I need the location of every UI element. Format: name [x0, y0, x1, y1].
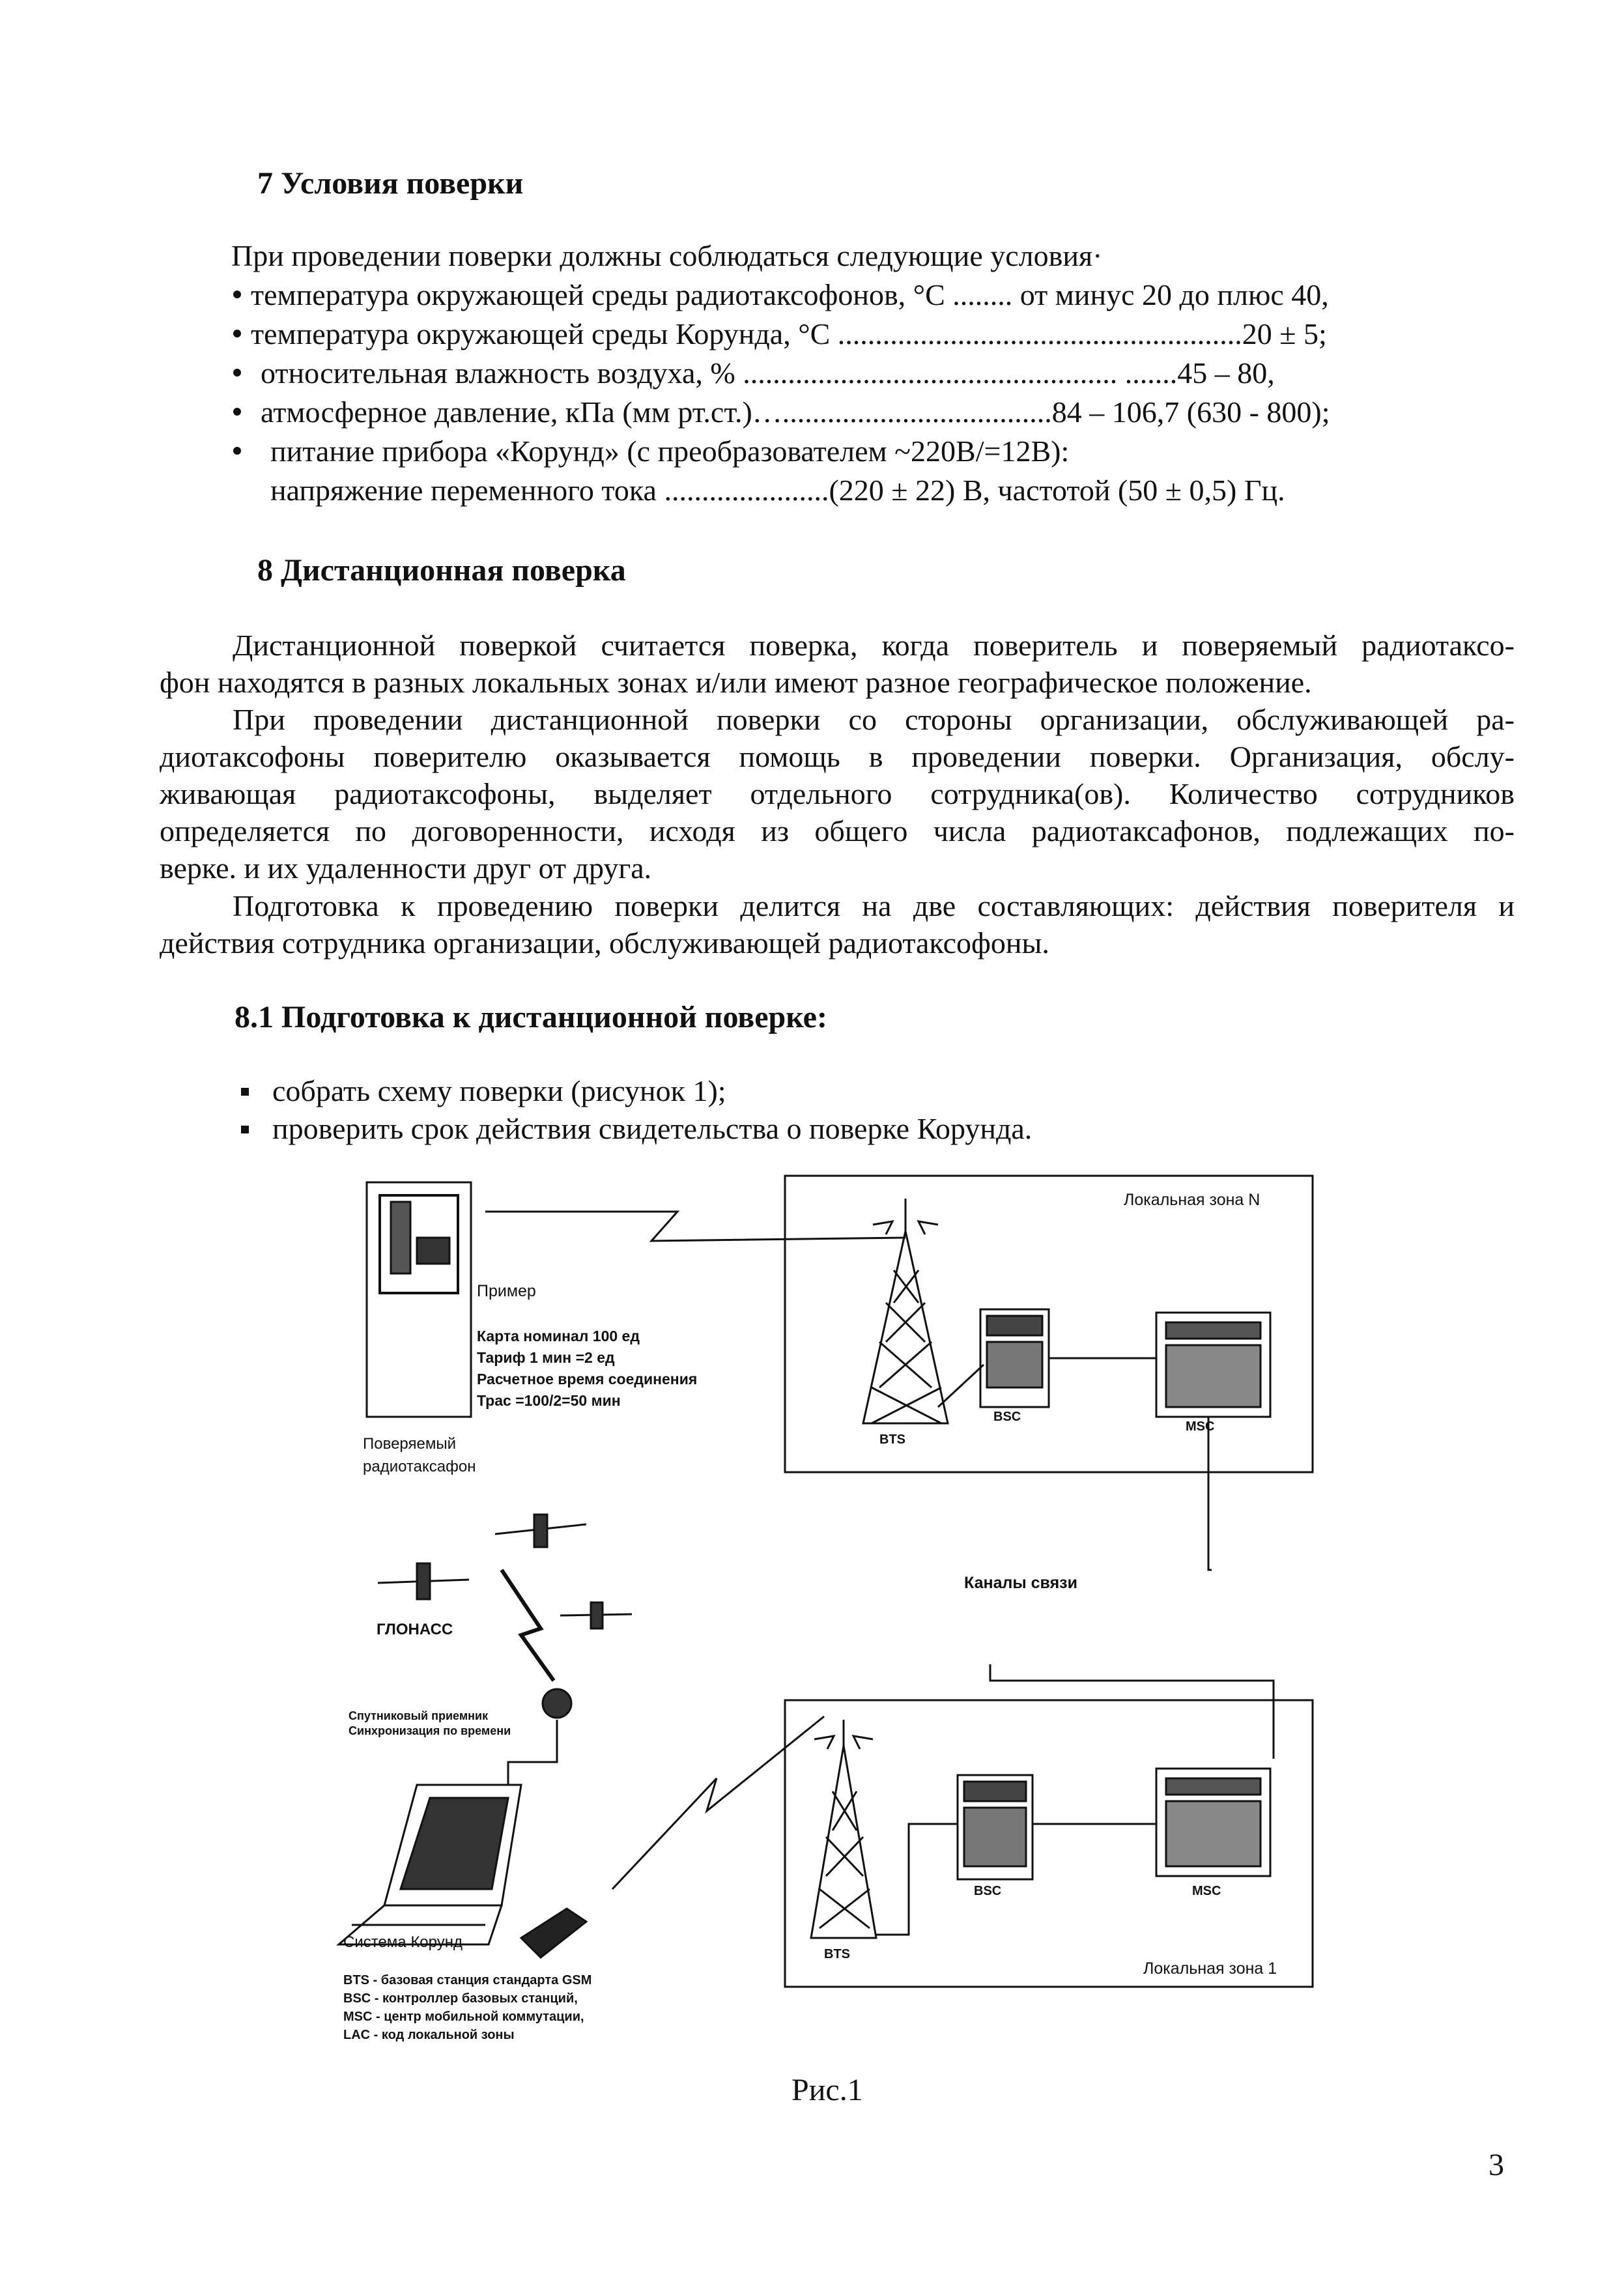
paragraph-line: диотаксофоны поверителю оказывается помощь в проведении поверки. Организация, обслу- — [160, 740, 1515, 773]
phone-label: Поверяемый — [363, 1435, 457, 1453]
bsc-equipment-icon — [980, 1309, 1049, 1407]
mobile-phone-icon — [521, 1909, 586, 1957]
section-8-1-heading: 8.1 Подготовка к дистанционной поверке: — [235, 1000, 827, 1034]
paragraph-line: фон находятся в разных локальных зонах и/или имеют разное географическое положение. — [160, 666, 1312, 699]
paragraph-line: Подготовка к проведению поверки делится на две составляющих: действия поверителя и — [233, 889, 1515, 922]
paragraph-line: действия сотрудника организации, обслуживающей радиотаксофоны. — [160, 926, 1049, 960]
legend-line: LAC - код локальной зоны — [343, 2028, 515, 2042]
radio-link-icon — [485, 1212, 905, 1241]
section-7-heading: 7 Условия поверки — [257, 166, 524, 201]
legend-line: BTS - базовая станция стандарта GSM — [343, 1973, 592, 1987]
figure-caption: Рис.1 — [791, 2073, 863, 2107]
example-line: Трас =100/2=50 мин — [477, 1392, 621, 1409]
paragraph-line: Дистанционной поверкой считается поверка, когда поверитель и поверяемый радиотаксо- — [233, 629, 1515, 662]
msc-equipment-icon — [1156, 1769, 1270, 1876]
condition-item: атмосферное давление, кПа (мм рт.ст.)…....................................84 – 106,7 (630 - 800); — [261, 395, 1330, 429]
section-8-heading: 8 Дистанционная поверка — [257, 553, 626, 588]
satellite-receiver-icon — [508, 1689, 571, 1785]
satellite-icon — [495, 1515, 586, 1547]
msc-equipment-icon — [1156, 1313, 1270, 1417]
receiver-label: Спутниковый приемник — [349, 1709, 489, 1722]
paragraph-line: определяется по договоренности, исходя из общего числа радиотаксафонов, подлежащих по- — [160, 814, 1515, 847]
receiver-label: Синхронизация по времени — [349, 1724, 511, 1737]
channels-label: Каналы связи — [964, 1574, 1077, 1592]
bts-label: BTS — [879, 1432, 905, 1447]
bsc-label: BSC — [993, 1410, 1021, 1424]
signal-icon — [502, 1570, 554, 1681]
msc-label: MSC — [1186, 1419, 1215, 1434]
radio-link-icon — [612, 1716, 824, 1889]
condition-item: питание прибора «Корунд» (с преобразователем ~220В/=12В): — [270, 434, 1070, 468]
phone-label: радиотаксафон — [363, 1458, 476, 1475]
legend-line: MSC - центр мобильной коммутации, — [343, 2010, 584, 2024]
example-line: Тариф 1 мин =2 ед — [477, 1349, 615, 1366]
bts-tower-icon — [863, 1199, 948, 1423]
condition-item-continuation: напряжение переменного тока ......................(220 ± 22) В, частотой (50 ± 0,5) Гц. — [270, 474, 1285, 507]
system-label: Система Корунд — [343, 1933, 463, 1951]
example-line: Карта номинал 100 ед — [477, 1328, 640, 1345]
paragraph-line: При проведении дистанционной поверки со стороны организации, обслуживающей ра- — [233, 703, 1515, 736]
prep-item: проверить срок действия свидетельства о поверке Корунда. — [272, 1112, 1033, 1145]
condition-item: температура окружающей среды радиотаксофонов, °С ........ от минус 20 до плюс 40, — [251, 278, 1329, 311]
bsc-equipment-icon — [958, 1775, 1033, 1879]
example-title: Пример — [477, 1282, 536, 1300]
payphone-icon — [367, 1182, 471, 1417]
legend-line: BSC - контроллер базовых станций, — [343, 1991, 578, 2006]
laptop-icon — [339, 1785, 521, 1944]
satellite-icon — [378, 1563, 469, 1599]
bsc-label: BSC — [974, 1884, 1002, 1898]
paragraph-line: верке. и их удаленности друг от друга. — [160, 851, 652, 885]
bts-tower-icon — [811, 1720, 876, 1938]
zone-1-label: Локальная зона 1 — [1143, 1959, 1277, 1978]
prep-item: собрать схему поверки (рисунок 1); — [272, 1074, 726, 1107]
paragraph-line: живающая радиотаксофоны, выделяет отдельного сотрудника(ов). Количество сотрудников — [160, 777, 1515, 810]
bts-label: BTS — [824, 1947, 850, 1961]
zone-n-label: Локальная зона N — [1124, 1191, 1261, 1209]
condition-item: температура окружающей среды Корунда, °С ......................................................20 ± 5; — [251, 317, 1327, 350]
condition-item: относительная влажность воздуха, % .................................................. .......45 – 80, — [261, 356, 1275, 390]
page-number: 3 — [1489, 2148, 1504, 2182]
section-7-intro: При проведении поверки должны соблюдаться следующие условия· — [231, 239, 1103, 272]
glonass-label: ГЛОНАСС — [377, 1621, 453, 1638]
msc-label: MSC — [1192, 1884, 1221, 1898]
satellite-icon — [560, 1602, 632, 1629]
example-line: Расчетное время соединения — [477, 1371, 698, 1387]
